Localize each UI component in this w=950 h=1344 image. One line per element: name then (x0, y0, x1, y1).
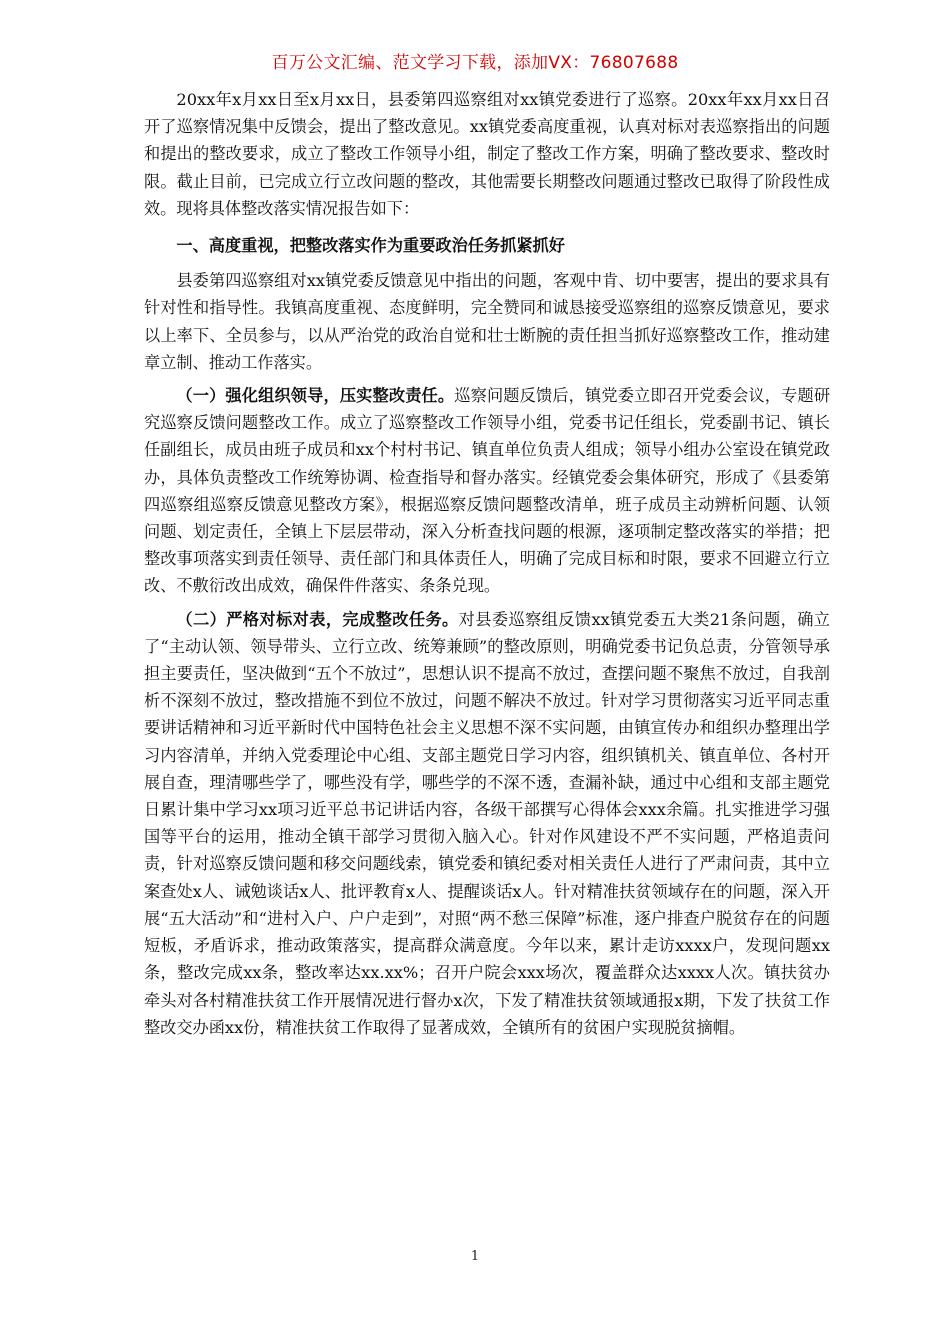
section-1-paragraph: 县委第四巡察组对xx镇党委反馈意见中指出的问题，客观中肯、切中要害，提出的要求具有针对性和指导性。我镇高度重视、态度鲜明，完全赞同和诚恳接受巡察组的巡察反馈意见，要求以上率下、全员参与，以从严治党的政治自觉和壮士断腕的责任担当抓好巡察整改工作，推动建章立制、推动工作落实。 (144, 271, 830, 372)
subsection-1-heading: （一）强化组织领导，压实整改责任。 (176, 386, 455, 406)
page-number: 1 (470, 1249, 480, 1264)
subsection-1-text: 巡察问题反馈后，镇党委立即召开党委会议，专题研究巡察反馈问题整改工作。成立了巡察整改工作领导小组，党委书记任组长，党委副书记、镇长任副组长，成员由班子成员和xx个村村书记、镇直单位负责人组成；领导小组办公室设在镇党政办，具体负责整改工作统筹协调、检查指导和督办落实。经镇党委会集体研究，形成了《县委第四巡察组巡察反馈意见整改方案》，根据巡察反馈问题整改清单，班子成员主动辨析问题、认领问题、划定责任，全镇上下层层带动，深入分析查找问题的根源，逐项制定整改落实的举措；把整改事项落实到责任领导、责任部门和具体责任人，明确了完成目标和时限，要求不回避立行立改、不敷衍改出成效，确保件件落实、条条兑现。 (144, 386, 831, 596)
section-heading-1: 一、高度重视，把整改落实作为重要政治任务抓紧抓好 (176, 236, 565, 256)
subsection-1-paragraph (144, 382, 830, 600)
intro-paragraph: 20xx年x月xx日至x月xx日，县委第四巡察组对xx镇党委进行了巡察。20xx年xx月xx日召开了巡察情况集中反馈会，提出了整改意见。xx镇党委高度重视，认真对标对表巡察指出的问题和提出的整改要求，成立了整改工作领导小组，制定了整改工作方案，明确了整改要求、整改时限。截止目前，已完成立行立改问题的整改，其他需要长期整改问题通过整改已取得了阶段性成效。现将具体整改落实情况报告如下： (144, 90, 830, 218)
subsection-2-heading: （二）严格对标对表，完成整改任务。 (176, 609, 459, 629)
subsection-2-text: 对县委巡察组反馈xx镇党委五大类21条问题，确立了“主动认领、领导带头、立行立改、统筹兼顾”的整改原则，明确党委书记负总责，分管领导承担主要责任，坚决做到“五个不放过”，思想认识不提高不放过，查摆问题不聚焦不放过，自我剖析不深刻不放过，整改措施不到位不放过，问题不解决不放过。针对学习贯彻落实习近平同志重要讲话精神和习近平新时代中国特色社会主义思想不深不实问题，由镇宣传办和组织办整理出学习内容清单，并纳入党委理论中心组、支部主题党日学习内容，组织镇机关、镇直单位、各村开展自查，理清哪些学了，哪些没有学，哪些学的不深不透，查漏补缺，通过中心组和支部主题党日累计集中学习xx项习近平总书记讲话内容，各级干部撰写心得体会xxx余篇。扎实推进学习强国等平台的运用，推动全镇干部学习贯彻入脑入心。针对作风建设不严不实问题，严格追责问责，针对巡察反馈问题和移交问题线索，镇党委和镇纪委对相关责任人进行了严肃问责，其中立案查处x人、诫勉谈话x人、批评教育x人、提醒谈话x人。针对精准扶贫领域存在的问题，深入开展“五大活动”和“进村入户、户户走到”，对照“两不愁三保障”标准，逐户排查户脱贫存在的问题短板，矛盾诉求，推动政策落实，提高群众满意度。今年以来，累计走访xxxx户，发现问题xx条，整改完成xx条，整改率达xx.xx%；召开户院会xxx场次，覆盖群众达xxxx人次。镇扶贫办牵头对各村精准扶贫工作开展情况进行督办x次，下发了精准扶贫领域通报x期，下发了扶贫工作整改交办函xx份，精准扶贫工作取得了显著成效，全镇所有的贫困户实现脱贫摘帽。 (144, 609, 830, 1037)
subsection-2-paragraph (144, 606, 830, 1041)
document-body (144, 86, 830, 1047)
header-watermark: 百万公文汇编、范文学习下载，添加VX：76807688 (271, 53, 679, 73)
